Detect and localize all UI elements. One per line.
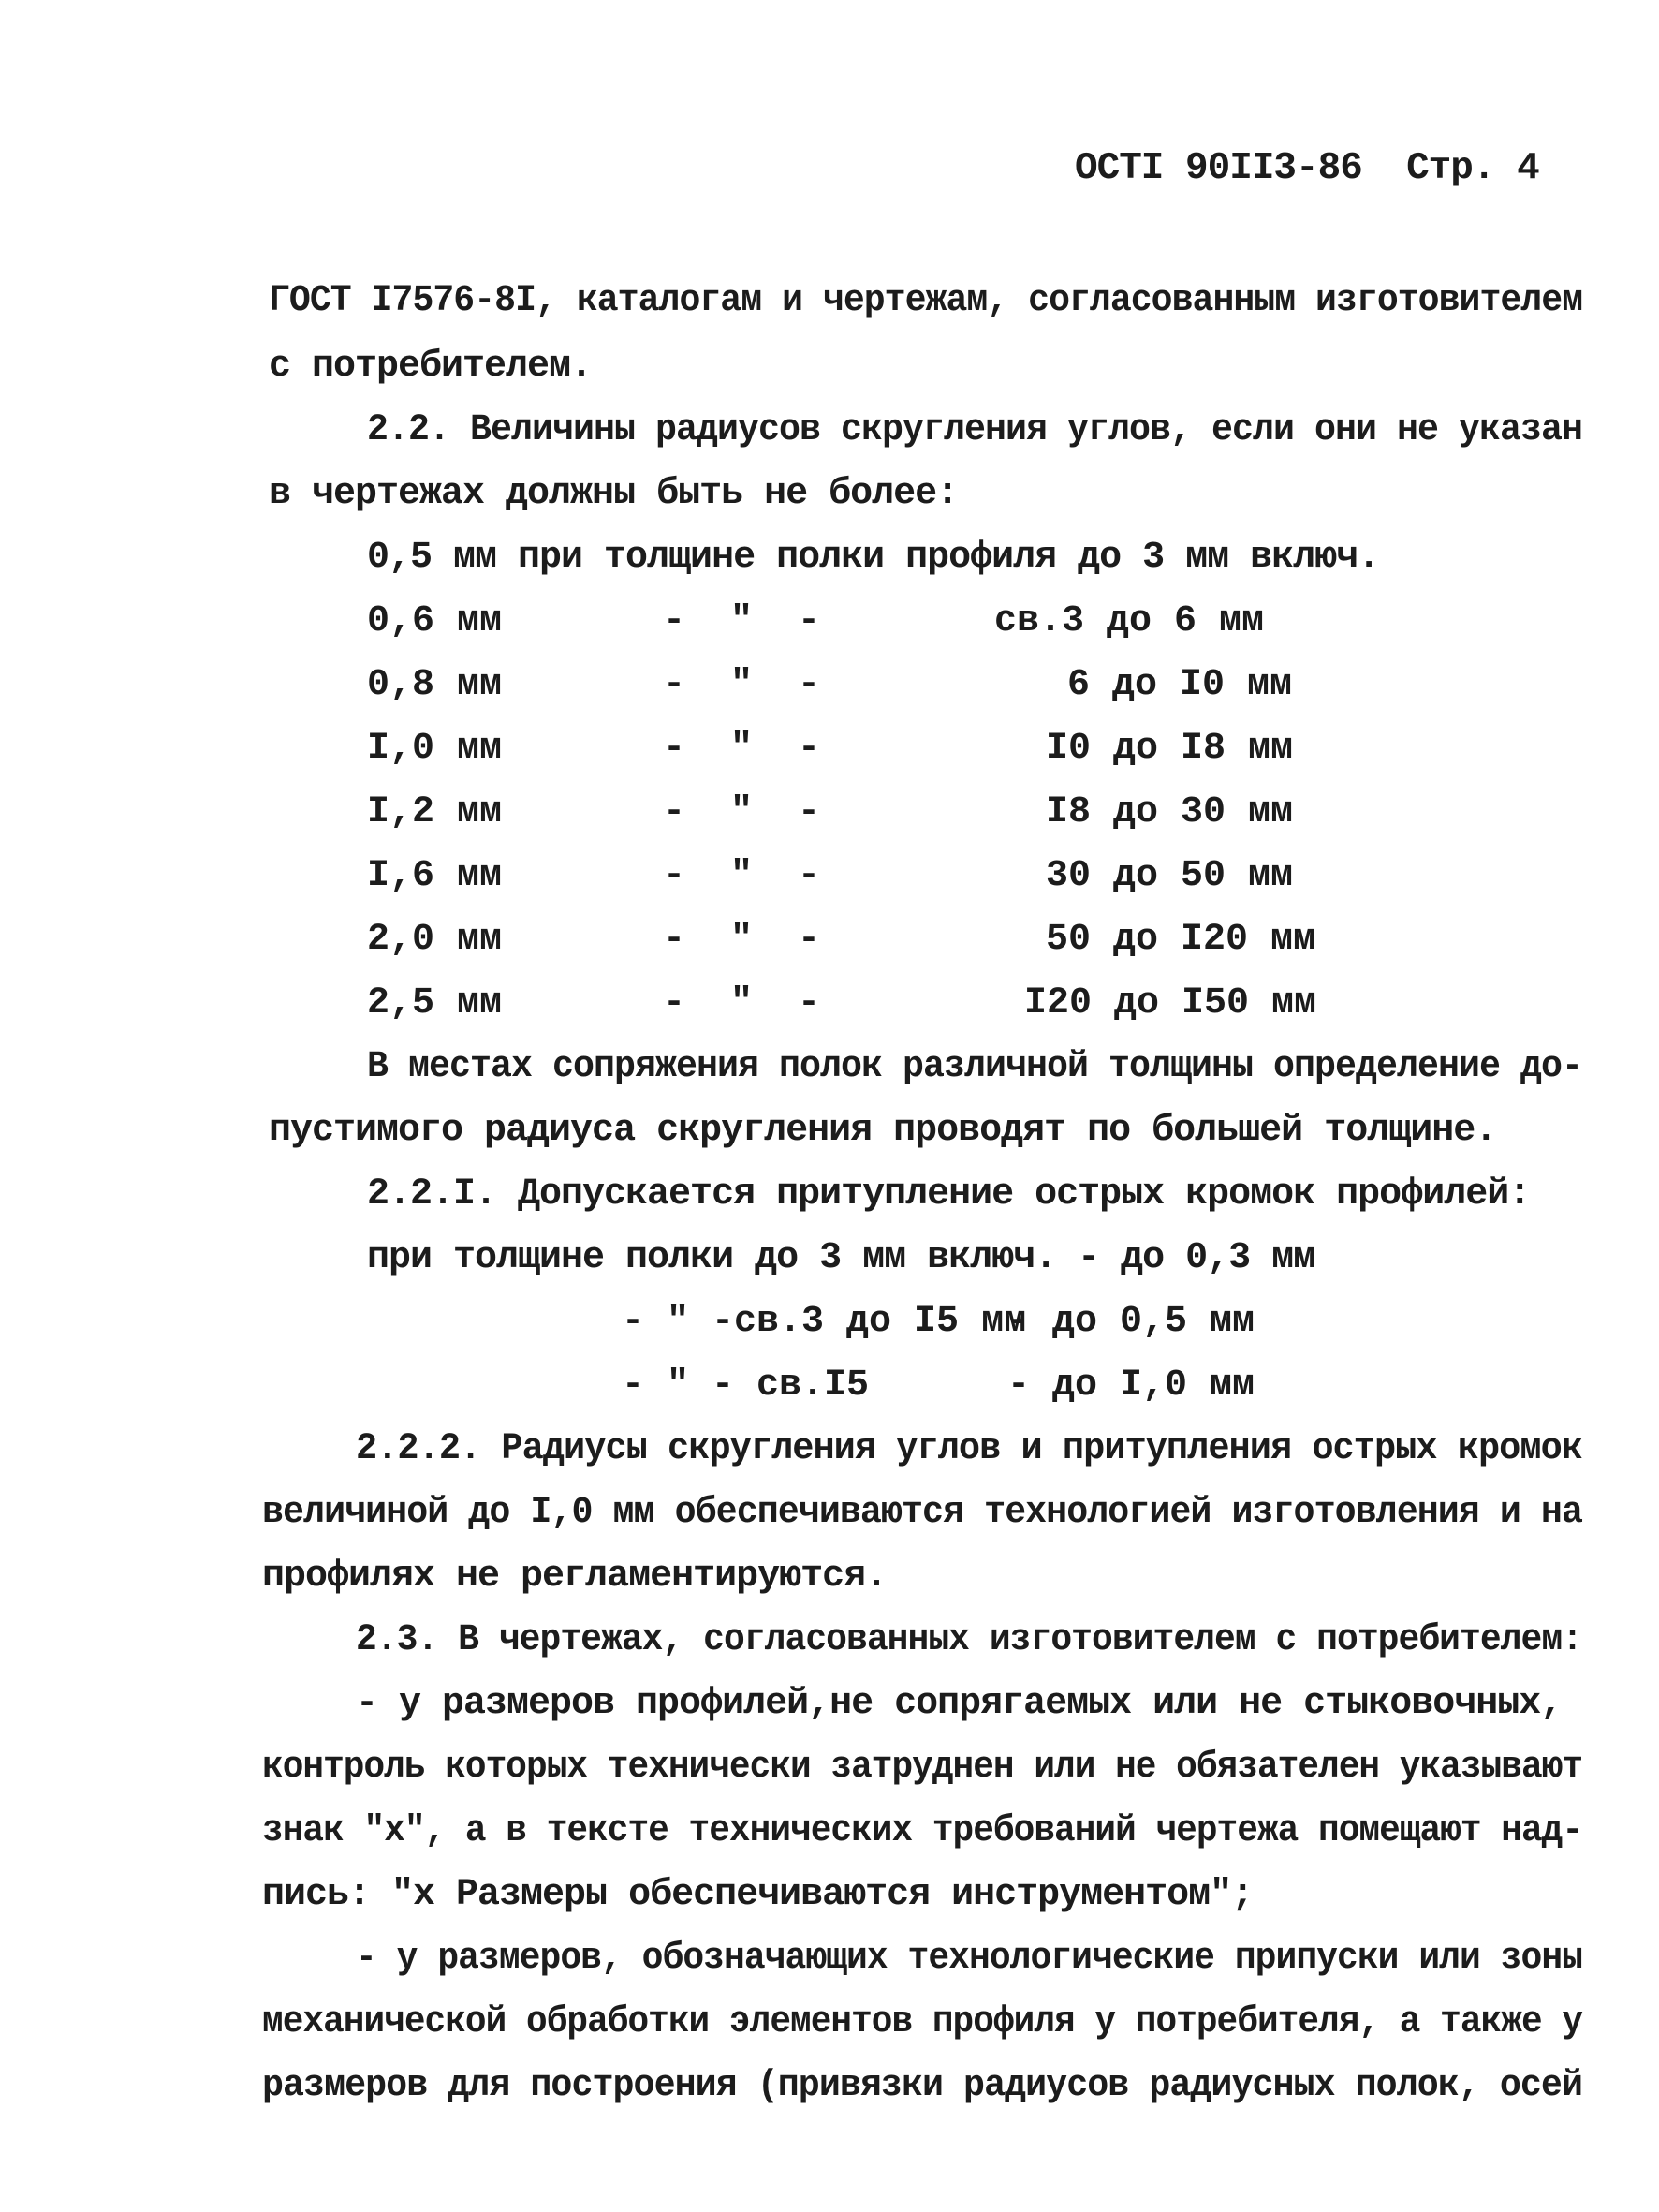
text-line: - у размеров профилей,не сопрягаемых или не стыковочных, [356,1683,1563,1725]
text-line: 2.3. В чертежах, согласованных изготовителем с потребителем: [356,1619,1582,1661]
thickness-range: I0 до I8 мм [1046,728,1294,770]
thickness-condition: - " -св.3 до I5 мм [622,1301,1027,1343]
text-line: с потребителем. [269,346,593,388]
text-line: профилях не регламентируются. [262,1556,888,1598]
text-line: механической обработки элементов профиля у потребителя, а также у [262,2001,1583,2043]
text-line: ГОСТ I7576-8I, каталогам и чертежам, согласованным изготовителем [269,280,1583,322]
text-line: В местах сопряжения полок различной толщины определение до- [367,1046,1583,1088]
text-line: пустимого радиуса скругления проводят по большей толщине. [269,1110,1497,1152]
thickness-range: св.3 до 6 мм [994,600,1265,642]
ditto-mark: - " - [663,791,821,833]
document-code-and-page [1075,147,1539,190]
text-line: 2.2.I. Допускается притупление острых кромок профилей: [367,1173,1531,1216]
ditto-mark: - " - [663,600,821,642]
text-line: размеров для построения (привязки радиусов радиусных полок, осей [262,2065,1582,2107]
blunting-value: - до 0,5 мм [1007,1301,1255,1343]
radius-value: I,0 мм [367,728,503,770]
radius-value: 2,0 мм [367,919,503,961]
radius-value: 2,5 мм [367,982,503,1025]
blunting-value: - до I,0 мм [1007,1364,1255,1407]
radius-first-line: 0,5 мм при толщине полки профиля до 3 мм включ. [367,537,1380,579]
thickness-range: 6 до I0 мм [1067,664,1293,706]
text-line: контроль которых технически затруднен или не обязателен указывают [262,1747,1583,1789]
text-line: 2.2. Величины радиусов скругления углов, если они не указан [367,409,1583,451]
text-line: - у размеров, обозначающих технологические припуски или зоны [356,1938,1582,1980]
document-code: ОСТI 90II3-86 [1075,147,1362,190]
ditto-mark: - " - [663,982,821,1025]
text-line: знак "х", а в тексте технических требований чертежа помещают над- [262,1810,1583,1852]
text-line: в чертежах должны быть не более: [269,473,959,515]
ditto-mark: - " - [663,855,821,897]
ditto-mark: - " - [663,728,821,770]
blunting-first-line: при толщине полки до 3 мм включ. - до 0,3 мм [367,1237,1315,1279]
text-line: пись: "х Размеры обеспечиваются инструментом"; [262,1874,1254,1916]
page-number: Стр. 4 [1406,147,1539,190]
thickness-range: I20 до I50 мм [1024,982,1317,1025]
ditto-mark: - " - [663,919,821,961]
ditto-mark: - " - [663,664,821,706]
text-line: 2.2.2. Радиусы скругления углов и притупления острых кромок [356,1428,1583,1470]
thickness-condition: - " - св.I5 [622,1364,870,1407]
radius-value: I,2 мм [367,791,503,833]
thickness-range: 30 до 50 мм [1046,855,1294,897]
radius-value: I,6 мм [367,855,503,897]
radius-value: 0,8 мм [367,664,503,706]
radius-value: 0,6 мм [367,600,503,642]
text-line: величиной до I,0 мм обеспечиваются технологией изготовления и на [262,1492,1582,1534]
thickness-range: I8 до 30 мм [1046,791,1294,833]
thickness-range: 50 до I20 мм [1046,919,1316,961]
